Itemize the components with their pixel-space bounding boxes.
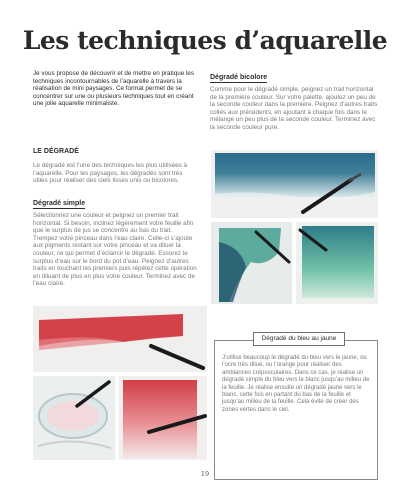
photo-red-stroke [33,306,207,372]
section-heading-degrade: LE DÉGRADÉ [33,148,79,155]
note-paragraph: J’utilise beaucoup le dégradé du bleu vers le jaune, ou l’ocre très dilué, ou l’orange pour réaliser des ambiances crépusculaires. Dans ce cas, je réalise un dégradé simple du bleu vers le blanc jusqu’au milieu de la feuille. Je réalise ensuite un dégradé jaune vers le blanc, cette fois en partant du bas de la feuille et jusqu’au milieu de la feuille. Cela évite de créer des zones vertes dans le ciel. [222,355,370,413]
photo-red-gradient [119,376,207,460]
heading-degrade-simple: Dégradé simple [33,200,86,207]
photo-water-glass [33,376,115,460]
page-title: Les techniques d’aquarelle [22,26,388,55]
intro-paragraph: Je vous propose de découvrir et de mettre en pratique les techniques incontournables de l’aquarelle à travers la réalisation de mini paysages. Ce format permet de se concentrer sur une ou plusieurs techniques tout en créant une jolie aquarelle minimaliste. [33,70,195,108]
simple-paragraph: Sélectionnez une couleur et peignez un premier trait horizontal. Si besoin, inclinez légèrement votre feuille afin que le surplus de jus se concentre au bas du trait. Trempez votre pinceau dans l’eau claire. Celle-ci s’ajoute aux pigments restant sur votre pinceau et va diluer la couleur, ce qui permet d’éclaircir le dégradé. Essorez le surplus d’eau sur le bord du pot d’eau. Peignez d’autres traits en touchant les premiers puis répétez cette opération en diluant de plus en plus votre couleur. Terminez avec de l’eau claire. [33,212,197,288]
heading-degrade-bicolore: Dégradé bicolore [210,74,268,81]
section-paragraph: Le dégradé est l’une des techniques les plus utilisées à l’aquarelle. Pour les paysages, les dégradés sont très utiles pour réaliser des ciels lisses unis ou bicolores. [33,162,188,185]
photo-teal-gradient [296,222,378,304]
photo-blue-gradient [211,150,378,218]
note-title: Dégradé du bleu au jaune [253,332,345,346]
photo-teal-wash [211,222,292,304]
page-number: 19 [200,470,210,478]
bicolore-paragraph: Comme pour le dégradé simple, peignez un trait horizontal de la première couleur. Sur votre palette, ajoutez un peu de la seconde couleur dans la première. Peignez d’autres traits collés aux précédents, en ajoutant à chaque fois dans le mélange un peu plus de la seconde couleur. Terminez avec la seconde couleur pure. [210,86,378,131]
